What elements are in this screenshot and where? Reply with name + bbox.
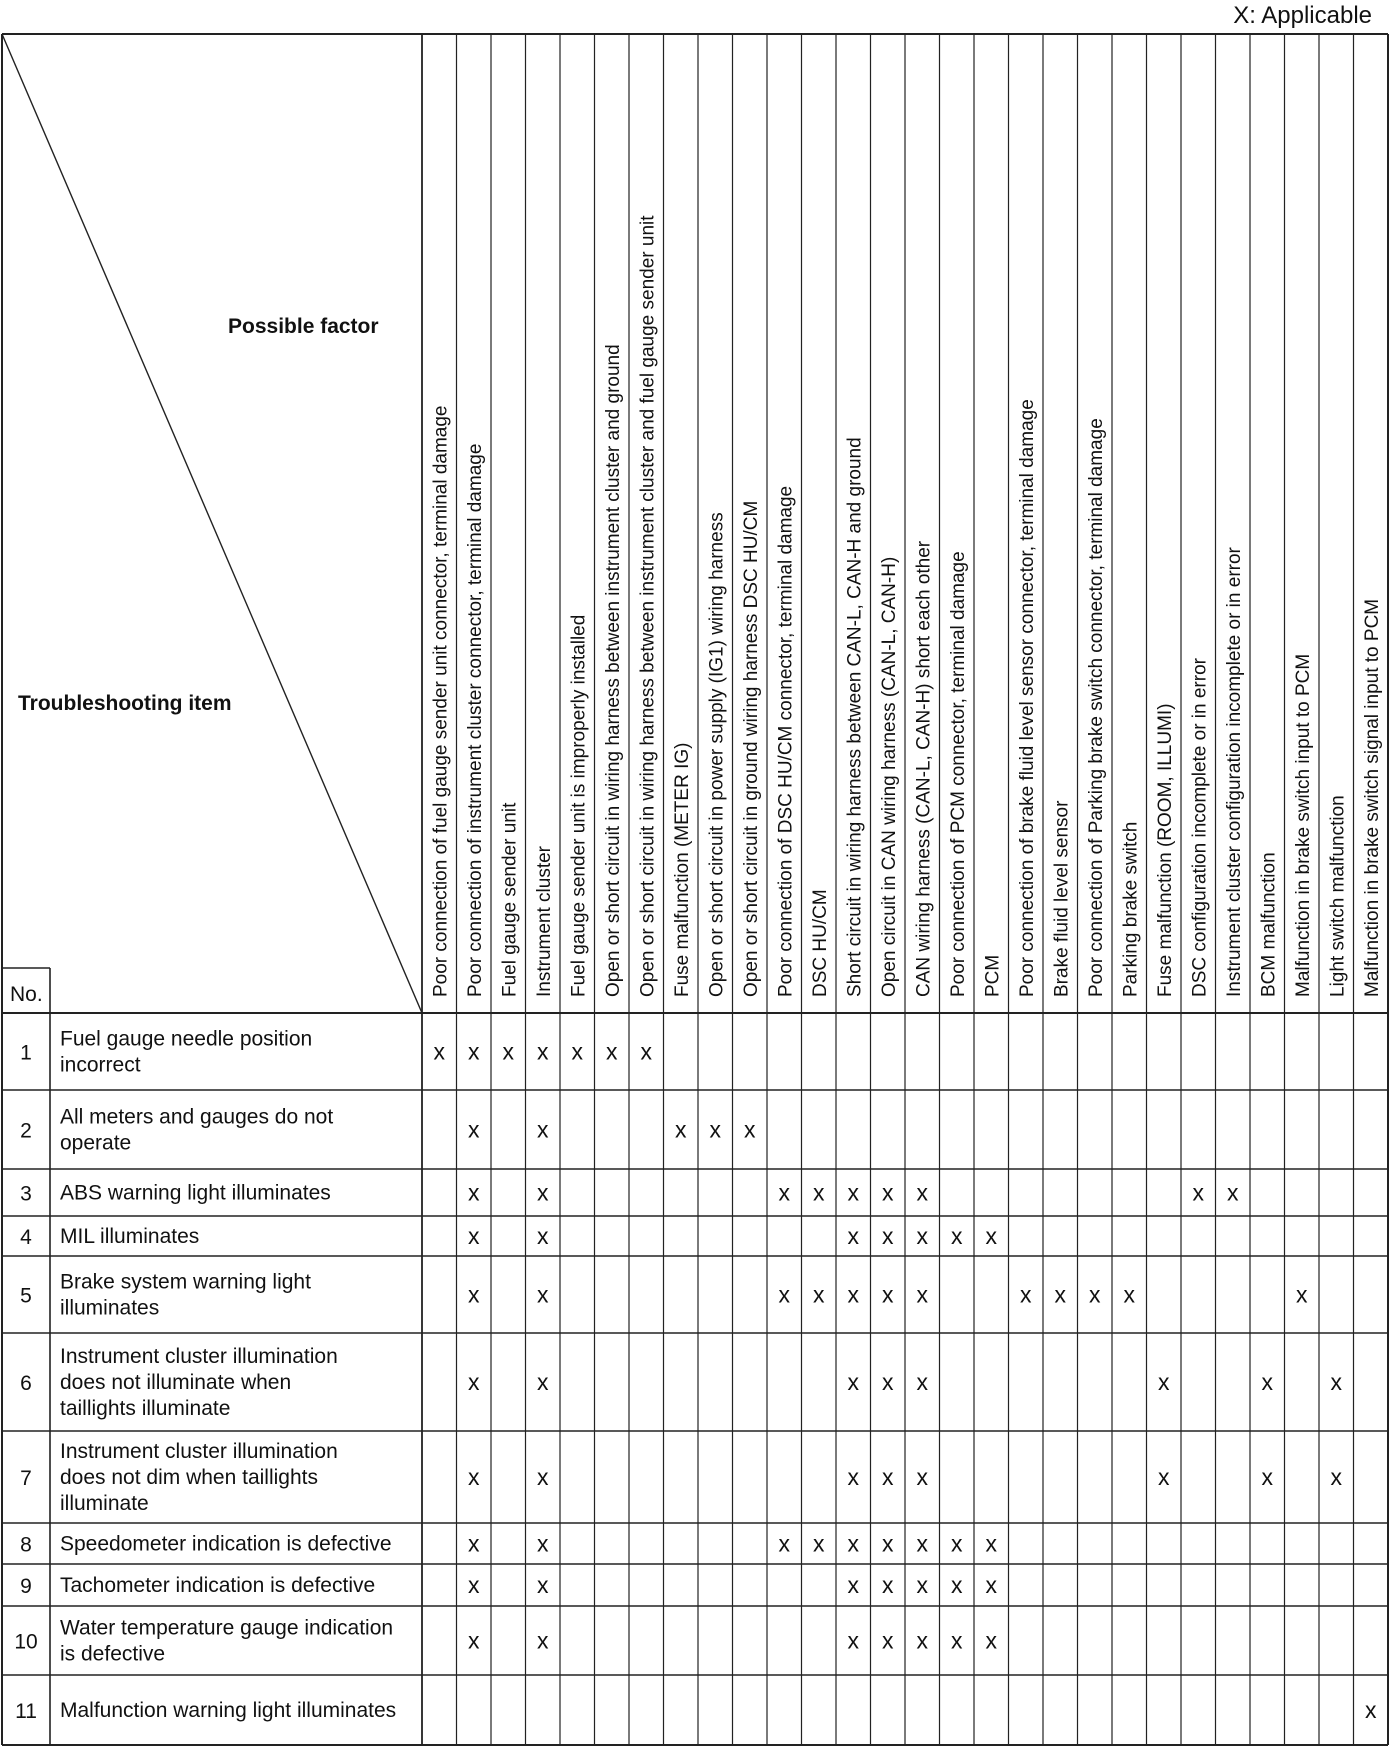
factor-header-19: Brake fluid level sensor — [1051, 800, 1073, 997]
applicable-mark: x — [606, 1038, 618, 1065]
applicable-mark: x — [985, 1223, 997, 1249]
troubleshooting-item-text: Malfunction warning light illuminates — [60, 1699, 397, 1722]
applicable-mark: x — [916, 1464, 928, 1490]
row-number: 9 — [20, 1575, 32, 1598]
factor-header-18: Poor connection of brake fluid level sensor connector, terminal damage — [1016, 399, 1038, 997]
applicable-mark: x — [985, 1572, 997, 1598]
row-number: 11 — [15, 1700, 37, 1723]
applicable-mark: x — [882, 1627, 894, 1654]
applicable-mark: x — [537, 1627, 549, 1654]
applicable-mark: x — [882, 1530, 894, 1557]
applicable-mark: x — [813, 1179, 825, 1206]
applicable-mark: x — [537, 1223, 549, 1249]
applicable-mark: x — [847, 1572, 859, 1598]
applicable-mark: x — [502, 1038, 514, 1065]
legend: X: Applicable — [1233, 2, 1372, 29]
applicable-mark: x — [847, 1179, 859, 1206]
applicable-mark: x — [744, 1116, 756, 1143]
applicable-mark: x — [468, 1530, 480, 1557]
factor-header-16: Poor connection of PCM connector, terminal damage — [947, 551, 969, 997]
troubleshooting-item-text: is defective — [60, 1642, 166, 1666]
applicable-mark: x — [813, 1530, 825, 1557]
troubleshooting-item-text: Tachometer indication is defective — [60, 1574, 376, 1597]
possible-factor-label: Possible factor — [228, 315, 379, 338]
row-number: 5 — [20, 1284, 32, 1308]
applicable-mark: x — [1261, 1464, 1273, 1490]
applicable-mark: x — [882, 1179, 894, 1206]
troubleshooting-item-text: Brake system warning light — [60, 1270, 311, 1294]
applicable-mark: x — [1192, 1179, 1204, 1206]
applicable-mark: x — [1054, 1281, 1066, 1308]
applicable-mark: x — [847, 1369, 859, 1395]
applicable-mark: x — [882, 1369, 894, 1395]
no-column-label: No. — [10, 983, 43, 1006]
row-number: 2 — [20, 1119, 32, 1143]
applicable-mark: x — [640, 1038, 652, 1065]
troubleshooting-item-text: Water temperature gauge indication — [60, 1616, 394, 1640]
row-number: 1 — [20, 1041, 32, 1065]
applicable-mark: x — [537, 1179, 549, 1206]
applicable-mark: x — [1227, 1179, 1239, 1206]
row-number: 8 — [20, 1533, 32, 1557]
applicable-mark: x — [468, 1116, 480, 1143]
applicable-mark: x — [571, 1038, 583, 1065]
factor-header-15: CAN wiring harness (CAN-L, CAN-H) short each other — [913, 540, 935, 997]
applicable-mark: x — [882, 1223, 894, 1249]
factor-header-24: Instrument cluster configuration incomplete or in error — [1223, 547, 1245, 997]
row-number: 6 — [20, 1372, 32, 1395]
applicable-mark: x — [916, 1572, 928, 1598]
factor-header-13: Short circuit in wiring harness between CAN-L, CAN-H and ground — [844, 437, 866, 997]
applicable-mark: x — [951, 1223, 963, 1249]
applicable-mark: x — [709, 1116, 721, 1143]
troubleshooting-item-label: Troubleshooting item — [18, 692, 232, 715]
factor-header-23: DSC configuration incomplete or in error — [1189, 658, 1211, 997]
applicable-mark: x — [882, 1281, 894, 1308]
factor-header-26: Malfunction in brake switch input to PCM — [1292, 653, 1314, 997]
applicable-mark: x — [1261, 1369, 1273, 1395]
applicable-mark: x — [537, 1572, 549, 1598]
applicable-mark: x — [847, 1464, 859, 1490]
applicable-mark: x — [916, 1530, 928, 1557]
applicable-mark: x — [1365, 1697, 1377, 1723]
applicable-mark: x — [537, 1369, 549, 1395]
troubleshooting-item-text: operate — [60, 1131, 132, 1155]
factor-header-8: Fuse malfunction (METER IG) — [671, 742, 693, 997]
troubleshooting-item-text: Instrument cluster illumination — [60, 1345, 338, 1368]
applicable-mark: x — [537, 1530, 549, 1557]
applicable-mark: x — [916, 1281, 928, 1308]
applicable-mark: x — [537, 1038, 549, 1065]
factor-header-10: Open or short circuit in ground wiring harness DSC HU/CM — [740, 500, 762, 997]
applicable-mark: x — [916, 1369, 928, 1395]
applicable-mark: x — [1158, 1369, 1170, 1395]
row-number: 10 — [14, 1630, 38, 1654]
troubleshooting-item-text: All meters and gauges do not — [60, 1105, 334, 1129]
applicable-mark: x — [1330, 1464, 1342, 1490]
applicable-mark: x — [778, 1179, 790, 1206]
applicable-mark: x — [916, 1223, 928, 1249]
factor-header-21: Parking brake switch — [1120, 821, 1142, 997]
factor-header-20: Poor connection of Parking brake switch connector, terminal damage — [1085, 418, 1107, 997]
applicable-mark: x — [537, 1464, 549, 1490]
applicable-mark: x — [468, 1281, 480, 1308]
factor-header-17: PCM — [982, 954, 1004, 997]
applicable-mark: x — [951, 1530, 963, 1557]
applicable-mark: x — [468, 1627, 480, 1654]
factor-header-2: Poor connection of instrument cluster connector, terminal damage — [464, 443, 486, 997]
applicable-mark: x — [433, 1038, 445, 1065]
applicable-mark: x — [468, 1223, 480, 1249]
applicable-mark: x — [985, 1530, 997, 1557]
applicable-mark: x — [468, 1464, 480, 1490]
factor-header-9: Open or short circuit in power supply (IG1) wiring harness — [706, 512, 728, 997]
applicable-mark: x — [916, 1627, 928, 1654]
row-number: 7 — [20, 1467, 32, 1490]
applicable-mark: x — [916, 1179, 928, 1206]
applicable-mark: x — [468, 1369, 480, 1395]
troubleshooting-item-text: illuminate — [60, 1492, 149, 1515]
troubleshooting-item-text: ABS warning light illuminates — [60, 1181, 331, 1205]
factor-header-28: Malfunction in brake switch signal input to PCM — [1361, 598, 1383, 997]
applicable-mark: x — [847, 1223, 859, 1249]
troubleshooting-item-text: MIL illuminates — [60, 1225, 200, 1248]
row-number: 4 — [20, 1226, 32, 1249]
factor-header-3: Fuel gauge sender unit — [499, 802, 521, 997]
factor-header-27: Light switch malfunction — [1327, 795, 1349, 997]
factor-header-14: Open circuit in CAN wiring harness (CAN-L, CAN-H) — [878, 556, 900, 997]
applicable-mark: x — [468, 1179, 480, 1206]
applicable-mark: x — [468, 1572, 480, 1598]
applicable-mark: x — [882, 1464, 894, 1490]
applicable-mark: x — [985, 1627, 997, 1654]
troubleshooting-item-text: does not dim when taillights — [60, 1466, 318, 1489]
applicable-mark: x — [468, 1038, 480, 1065]
factor-header-4: Instrument cluster — [533, 846, 555, 997]
factor-header-1: Poor connection of fuel gauge sender unit connector, terminal damage — [430, 405, 452, 997]
header-diagonal — [2, 34, 422, 1013]
row-number: 3 — [20, 1182, 32, 1206]
applicable-mark: x — [675, 1116, 687, 1143]
applicable-mark: x — [1123, 1281, 1135, 1308]
troubleshooting-item-text: incorrect — [60, 1053, 141, 1077]
applicable-mark: x — [951, 1572, 963, 1598]
applicable-mark: x — [537, 1281, 549, 1308]
troubleshooting-item-text: does not illuminate when — [60, 1371, 292, 1394]
applicable-mark: x — [813, 1281, 825, 1308]
factor-header-11: Poor connection of DSC HU/CM connector, terminal damage — [775, 485, 797, 997]
troubleshooting-item-text: Speedometer indication is defective — [60, 1532, 392, 1556]
applicable-mark: x — [537, 1116, 549, 1143]
applicable-mark: x — [1296, 1281, 1308, 1308]
troubleshooting-item-text: illuminates — [60, 1296, 160, 1320]
applicable-mark: x — [1330, 1369, 1342, 1395]
factor-header-22: Fuse malfunction (ROOM, ILLUMI) — [1154, 703, 1176, 997]
applicable-mark: x — [951, 1627, 963, 1654]
applicable-mark: x — [1020, 1281, 1032, 1308]
applicable-mark: x — [882, 1572, 894, 1598]
applicable-mark: x — [847, 1530, 859, 1557]
factor-header-25: BCM malfunction — [1258, 852, 1280, 997]
troubleshooting-item-text: Fuel gauge needle position — [60, 1027, 313, 1051]
applicable-mark: x — [778, 1281, 790, 1308]
factor-header-7: Open or short circuit in wiring harness between instrument cluster and fuel gauge sender unit — [637, 215, 659, 997]
factor-header-5: Fuel gauge sender unit is improperly installed — [568, 614, 590, 997]
troubleshooting-item-text: taillights illuminate — [60, 1397, 231, 1420]
applicable-mark: x — [847, 1281, 859, 1308]
applicable-mark: x — [847, 1627, 859, 1654]
factor-header-12: DSC HU/CM — [809, 889, 831, 997]
troubleshooting-item-text: Instrument cluster illumination — [60, 1440, 338, 1463]
factor-header-6: Open or short circuit in wiring harness between instrument cluster and ground — [602, 344, 624, 997]
applicable-mark: x — [1089, 1281, 1101, 1308]
applicable-mark: x — [778, 1530, 790, 1557]
applicable-mark: x — [1158, 1464, 1170, 1490]
